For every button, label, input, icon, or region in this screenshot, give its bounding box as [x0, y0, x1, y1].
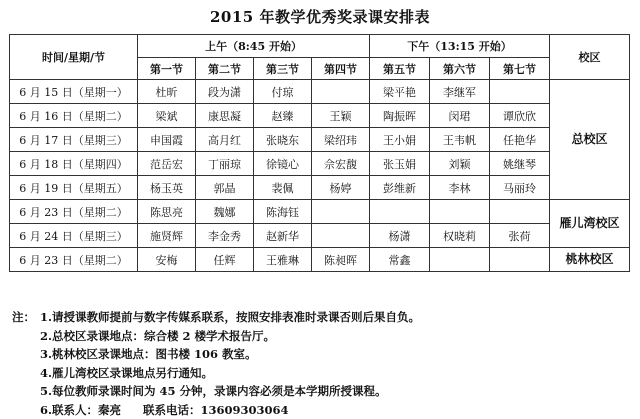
teacher-cell: 赵臻 — [254, 104, 312, 128]
table-row — [10, 80, 630, 104]
teacher-cell: 王颖 — [312, 104, 370, 128]
date-cell: 6 月 24 日（星期三） — [10, 224, 138, 248]
teacher-cell — [312, 80, 370, 104]
teacher-cell: 李林 — [430, 176, 490, 200]
period-header: 第七节 — [490, 58, 550, 80]
period-header: 第四节 — [312, 58, 370, 80]
teacher-cell: 申国霞 — [138, 128, 196, 152]
teacher-cell: 张玉娟 — [370, 152, 430, 176]
note-line — [12, 364, 632, 383]
note-text: 2.总校区录课地点：综合楼 2 楼学术报告厅。 — [40, 329, 275, 343]
note-text: 3.桃林校区录课地点：图书楼 106 教室。 — [40, 347, 257, 361]
note-text: 1.请授课教师提前与数字传媒系联系，按照安排表准时录课否则后果自负。 — [40, 310, 420, 324]
teacher-cell: 张晓东 — [254, 128, 312, 152]
teacher-cell: 张荷 — [490, 224, 550, 248]
teacher-cell — [430, 248, 490, 272]
date-cell: 6 月 16 日（星期二） — [10, 104, 138, 128]
teacher-cell — [490, 200, 550, 224]
teacher-cell: 李继军 — [430, 80, 490, 104]
teacher-cell — [430, 200, 490, 224]
note-line — [12, 308, 632, 327]
teacher-cell — [312, 200, 370, 224]
teacher-cell: 付琼 — [254, 80, 312, 104]
table-row — [10, 224, 630, 248]
teacher-cell: 高月红 — [196, 128, 254, 152]
contact-phone: 联系电话：13609303064 — [143, 403, 289, 417]
teacher-cell: 权晓莉 — [430, 224, 490, 248]
teacher-cell: 施贤辉 — [138, 224, 196, 248]
teacher-cell: 王小娟 — [370, 128, 430, 152]
table-row — [10, 200, 630, 224]
teacher-cell: 梁斌 — [138, 104, 196, 128]
teacher-cell: 梁绍玮 — [312, 128, 370, 152]
teacher-cell: 任艳华 — [490, 128, 550, 152]
teacher-cell: 陶振晖 — [370, 104, 430, 128]
note-text: 5.每位教师录课时间为 45 分钟，录课内容必须是本学期所授课程。 — [40, 384, 387, 398]
teacher-cell: 裴佩 — [254, 176, 312, 200]
teacher-cell: 魏娜 — [196, 200, 254, 224]
teacher-cell: 闵珺 — [430, 104, 490, 128]
teacher-cell: 安梅 — [138, 248, 196, 272]
table-row — [10, 128, 630, 152]
teacher-cell: 彭维新 — [370, 176, 430, 200]
date-cell: 6 月 23 日（星期二） — [10, 248, 138, 272]
teacher-cell: 陈思亮 — [138, 200, 196, 224]
teacher-cell: 马丽玲 — [490, 176, 550, 200]
table-row — [10, 248, 630, 272]
date-cell: 6 月 18 日（星期四） — [10, 152, 138, 176]
teacher-cell: 段为潇 — [196, 80, 254, 104]
teacher-cell: 杨玉英 — [138, 176, 196, 200]
document-title: 2015 年教学优秀奖录课安排表 — [0, 6, 640, 27]
period-header: 第六节 — [430, 58, 490, 80]
notes-label: 注： — [12, 308, 40, 327]
teacher-cell: 王雅琳 — [254, 248, 312, 272]
teacher-cell: 常鑫 — [370, 248, 430, 272]
teacher-cell: 陈昶晖 — [312, 248, 370, 272]
note-line — [12, 327, 632, 346]
teacher-cell — [370, 200, 430, 224]
date-cell: 6 月 23 日（星期二） — [10, 200, 138, 224]
date-cell: 6 月 15 日（星期一） — [10, 80, 138, 104]
campus-header: 校区 — [550, 35, 630, 80]
teacher-cell: 刘颖 — [430, 152, 490, 176]
teacher-cell: 杨潇 — [370, 224, 430, 248]
teacher-cell: 丁丽琼 — [196, 152, 254, 176]
teacher-cell: 郭晶 — [196, 176, 254, 200]
teacher-cell — [312, 224, 370, 248]
teacher-cell: 李金秀 — [196, 224, 254, 248]
campus-main: 总校区 — [550, 80, 630, 200]
campus-yanerwan: 雁儿湾校区 — [550, 200, 630, 248]
teacher-cell: 康思凝 — [196, 104, 254, 128]
teacher-cell: 王韦帆 — [430, 128, 490, 152]
note-text: 4.雁儿湾校区录课地点另行通知。 — [40, 366, 213, 380]
teacher-cell: 杜昕 — [138, 80, 196, 104]
teacher-cell: 梁平艳 — [370, 80, 430, 104]
campus-taolin: 桃林校区 — [550, 248, 630, 272]
morning-header: 上午（8:45 开始） — [138, 35, 370, 58]
teacher-cell: 姚继琴 — [490, 152, 550, 176]
note-line — [12, 345, 632, 364]
teacher-cell: 范岳宏 — [138, 152, 196, 176]
teacher-cell — [490, 80, 550, 104]
teacher-cell: 佘宏馥 — [312, 152, 370, 176]
table-row — [10, 176, 630, 200]
teacher-cell: 徐镜心 — [254, 152, 312, 176]
teacher-cell: 任辉 — [196, 248, 254, 272]
contact-person: 6.联系人：秦亮 — [40, 403, 121, 417]
date-cell: 6 月 19 日（星期五） — [10, 176, 138, 200]
teacher-cell — [490, 248, 550, 272]
note-line — [12, 382, 632, 401]
date-cell: 6 月 17 日（星期三） — [10, 128, 138, 152]
period-header: 第三节 — [254, 58, 312, 80]
teacher-cell: 陈海钰 — [254, 200, 312, 224]
period-header: 第一节 — [138, 58, 196, 80]
schedule-table — [9, 34, 630, 272]
teacher-cell: 谭欣欣 — [490, 104, 550, 128]
teacher-cell: 杨婷 — [312, 176, 370, 200]
table-row — [10, 152, 630, 176]
time-header: 时间/星期/节 — [10, 35, 138, 80]
afternoon-header: 下午（13:15 开始） — [370, 35, 550, 58]
note-line — [12, 401, 632, 419]
period-header: 第二节 — [196, 58, 254, 80]
period-header: 第五节 — [370, 58, 430, 80]
teacher-cell: 赵新华 — [254, 224, 312, 248]
table-row — [10, 104, 630, 128]
notes-section — [12, 308, 632, 419]
